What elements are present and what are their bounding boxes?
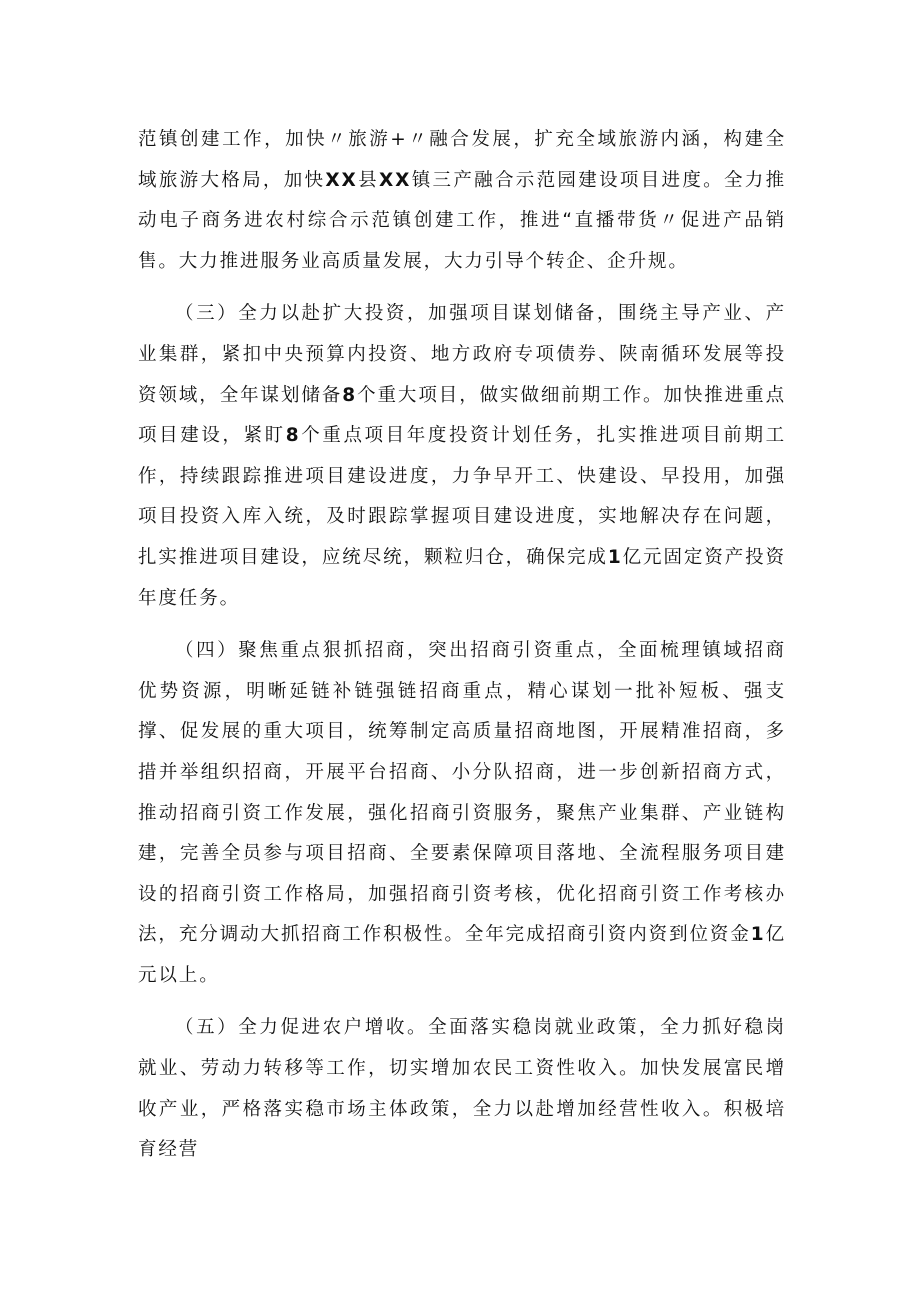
text-segment-bold: XX	[325, 169, 358, 191]
text-segment: 镇三产融合示范园建设项目进度。全力推动电子商务进农村综合示范镇创建工作，推进“直播带货〃促进产品销售。大力推进服务业高质量发展，大力引导个转企、企升规。	[138, 169, 787, 272]
text-segment: （五）全力促进农户增收。全面落实稳岗就业政策，全力抓好稳岗就业、劳动力转移等工作，切实增加农民工资性收入。加快发展富民增收产业，严格落实稳市场主体政策，全力以赴增加经营性收入。积极培育经营	[138, 1017, 786, 1161]
text-segment-bold: 8	[285, 425, 301, 447]
text-segment-bold: 8	[342, 384, 358, 406]
text-segment: 县	[357, 169, 379, 191]
paragraph-continued	[138, 120, 786, 282]
text-segment: 个重点项目年度投资计划任务，扎实推进项目前期工作，持续跟踪推进项目建设进度，力争早开工、快建设、早投用，加强项目投资入库入统，及时跟踪掌握项目建设进度，实地解决存在问题，扎实推进项目建设，应统尽统，颗粒归仓，确保完成	[138, 425, 786, 568]
text-segment-bold: 1	[607, 546, 623, 568]
text-segment: 亿元固定资产投资年度任务。	[138, 546, 787, 609]
text-segment: 范镇创建工作，加快〃旅游+〃融合发展，扩充全域旅游内涵，构建全域旅游大格局，加快	[138, 129, 786, 191]
paragraph-section-5	[138, 1008, 786, 1170]
text-segment: （三）全力以赴扩大投资，加强项目谋划储备，围绕主导产业、产业集群，紧扣中央预算内投资、地方政府专项债券、陕南循环发展等投资领域，全年谋划储备	[138, 303, 786, 406]
text-segment: 亿元以上。	[138, 924, 786, 986]
text-segment-bold: XX	[378, 169, 412, 191]
paragraph-section-3	[138, 294, 786, 619]
document-body	[138, 120, 786, 1171]
paragraph-section-4	[138, 631, 786, 996]
text-segment: （四）聚焦重点狠抓招商，突出招商引资重点，全面梳理镇域招商优势资源，明晰延链补链强链招商重点，精心谋划一批补短板、强支撑、促发展的重大项目，统筹制定高质量招商地图，开展精准招商，多措并举组织招商，开展平台招商、小分队招商，进一步创新招商方式，推动招商引资工作发展，强化招商引资服务，聚焦产业集群、产业链构建，完善全员参与项目招商、全要素保障项目落地、全流程服务项目建设的招商引资工作格局，加强招商引资考核，优化招商引资工作考核办法，充分调动大抓招商工作积极性。全年完成招商引资内资到位资金	[138, 640, 786, 946]
text-segment-bold: 1	[750, 924, 766, 946]
text-segment: 个重大项目，做实做细前期工作。加快推进重点项目建设，紧盯	[138, 384, 786, 447]
